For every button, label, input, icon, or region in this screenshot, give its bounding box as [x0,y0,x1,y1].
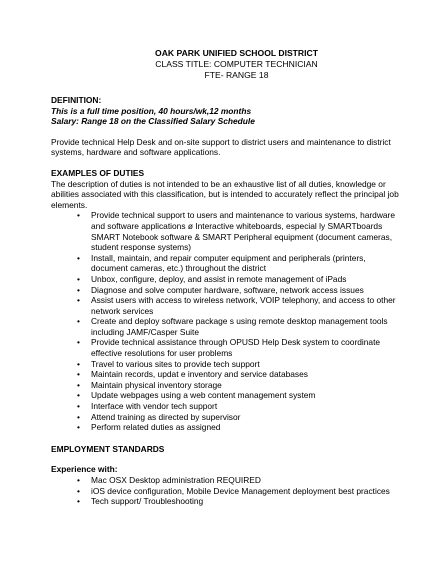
duty-list-item: • Maintain physical inventory storage [77,380,400,391]
duty-list-item: • Unbox, configure, deploy, and assist in remote management of iPads [77,274,400,285]
duty-list-item: • Install, maintain, and repair computer equipment and peripherals (printers, document cameras, etc.) throughout the district [77,253,400,274]
experience-list-item: • Tech support/ Troubleshooting [77,496,400,507]
experience-heading: Experience with: [51,464,118,475]
duty-list-item: • Diagnose and solve computer hardware, software, network access issues [77,285,400,296]
definition-heading: DEFINITION: [51,95,102,105]
duty-list-item: • Provide technical support to users and maintenance to various systems, hardware and software applications ø Interactive whiteboards, especial ly SMARTboards SMART Notebook software & SMART Peripheral equipment (document cameras, student response systems) [77,210,400,252]
class-title: CLASS TITLE: COMPUTER TECHNICIAN [155,59,318,69]
experience-list [51,475,400,507]
duty-list-item: • Create and deploy software package s using remote desktop management tools including JAMF/Casper Suite [77,316,400,337]
examples-heading: EXAMPLES OF DUTIES [51,167,145,178]
duty-list-item: • Attend training as directed by supervisor [77,412,400,423]
duty-list-item: • Travel to various sites to provide tech support [77,359,400,370]
fte-range: FTE- RANGE 18 [204,70,269,80]
duties-list [51,210,400,432]
experience-list-item: • iOS device configuration, Mobile Device Management deployment best practices [77,486,400,497]
duty-list-item: • Update webpages using a web content management system [77,390,400,401]
duty-list-item: • Maintain records, updat e inventory and service databases [77,369,400,380]
employment-heading: EMPLOYMENT STANDARDS [51,443,165,454]
document-header [51,48,400,81]
duty-list-item: • Assist users with access to wireless network, VOIP telephony, and access to other network services [77,295,400,316]
district-name: OAK PARK UNIFIED SCHOOL DISTRICT [155,48,318,58]
experience-list-item: • Mac OSX Desktop administration REQUIRED [77,475,400,486]
position-summary: Provide technical Help Desk and on-site support to district users and maintenance to district systems, hardware and software applications. [51,136,391,158]
duty-list-item: • Perform related duties as assigned [77,422,400,433]
duty-list-item: • Provide technical assistance through OPUSD Help Desk system to coordinate effective resolutions for user problems [77,337,400,358]
definition-line-salary: Salary: Range 18 on the Classified Salary Schedule [51,116,255,127]
duty-list-item: • Interface with vendor tech support [77,401,400,412]
definition-line-hours: This is a full time position, 40 hours/wk,12 months [51,105,252,116]
examples-intro: The description of duties is not intended to be an exhaustive list of all duties, knowledge or abilities associated with this classification, but is intended to accurately reflect the principal job elements. [51,178,399,210]
